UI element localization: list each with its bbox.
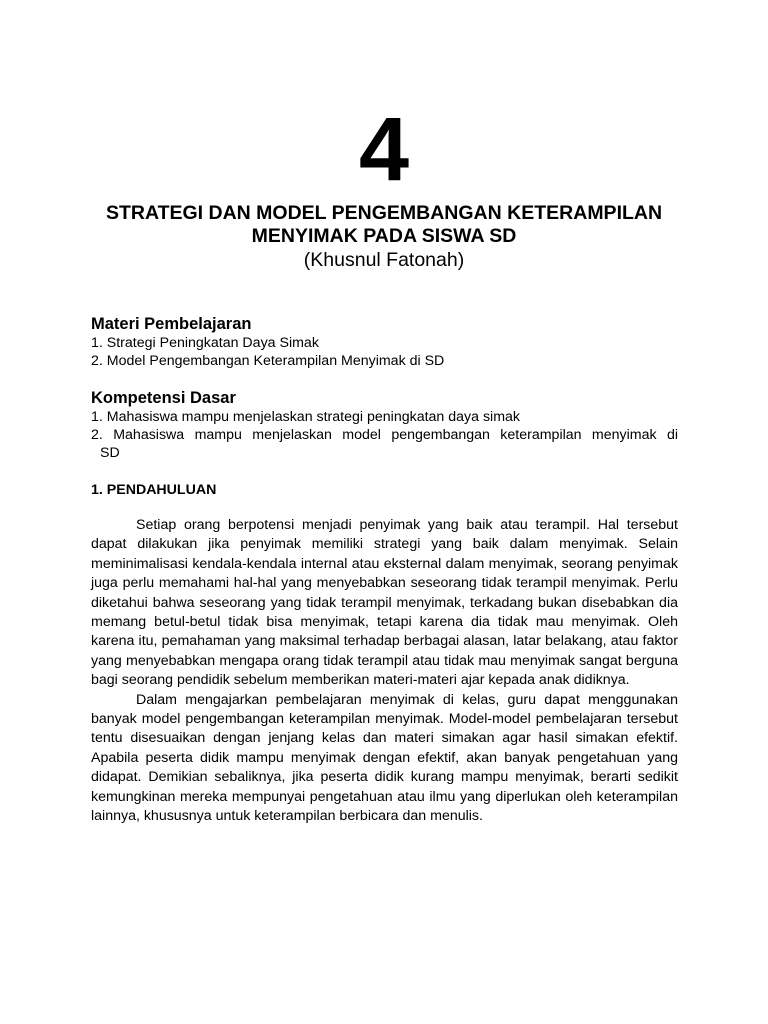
paragraph: Setiap orang berpotensi menjadi penyimak yang baik atau terampil. Hal tersebut dapat dilakukan jika penyimak memiliki strategi yang baik dalam menyimak. Selain meminimalisasi kendala-kendala internal atau eksternal dalam menyimak, seorang penyimak juga perlu memahami hal-hal yang menyebabkan seseorang tidak terampil menyimak. Perlu diketahui bahwa seseorang yang tidak terampil menyimak, terkadang bukan disebabkan dia memang betul-betul tidak bisa menyimak, tetapi karena dia tidak mau menyimak. Oleh karena itu, pemahaman yang maksimal terhadap berbagai alasan, latar belakang, atau faktor yang menyebabkan mengapa orang tidak terampil atau tidak mau menyimak sangat berguna bagi seorang pendidik sebelum memberikan materi-materi ajar kepada anak didiknya. [91, 517, 678, 689]
paragraph: Dalam mengajarkan pembelajaran menyimak di kelas, guru dapat menggunakan banyak model pengembangan keterampilan menyimak. Model-model pembelajaran tersebut tentu disesuaikan dengan jenjang kelas dan materi simakan agar hasil simakan efektif. Apabila peserta didik mampu menyimak dengan efektif, akan banyak pengetahuan yang didapat. Demikian sebaliknya, jika peserta didik kurang mampu menyimak, berarti sedikit kemungkinan mereka mempunyai pengetahuan atau ilmu yang diperlukan oleh keterampilan lainnya, khususnya untuk keterampilan berbicara dan menulis. [91, 691, 678, 825]
pendahuluan-body [91, 516, 678, 827]
chapter-title [80, 202, 688, 248]
pendahuluan-heading: 1. PENDAHULUAN [91, 482, 217, 498]
list-item: 2. Model Pengembangan Keterampilan Menyimak di SD [91, 353, 445, 369]
list-item [91, 426, 678, 462]
list-item: 1. Mahasiswa mampu menjelaskan strategi peningkatan daya simak [91, 409, 520, 425]
kompetensi-heading: Kompetensi Dasar [91, 389, 236, 407]
chapter-number: 4 [358, 100, 410, 200]
materi-heading: Materi Pembelajaran [91, 315, 252, 333]
chapter-title-line-1: STRATEGI DAN MODEL PENGEMBANGAN KETERAMPILAN [105, 202, 663, 224]
chapter-author: (Khusnul Fatonah) [303, 249, 465, 271]
kompetensi-list [91, 408, 678, 462]
chapter-title-line-2: MENYIMAK PADA SISWA SD [251, 225, 517, 247]
list-item: 1. Strategi Peningkatan Daya Simak [91, 335, 319, 351]
materi-list [91, 334, 678, 370]
list-item-text: 2. Mahasiswa mampu menjelaskan model pengembangan keterampilan menyimak di [91, 427, 678, 443]
list-item-continuation: SD [100, 445, 120, 461]
